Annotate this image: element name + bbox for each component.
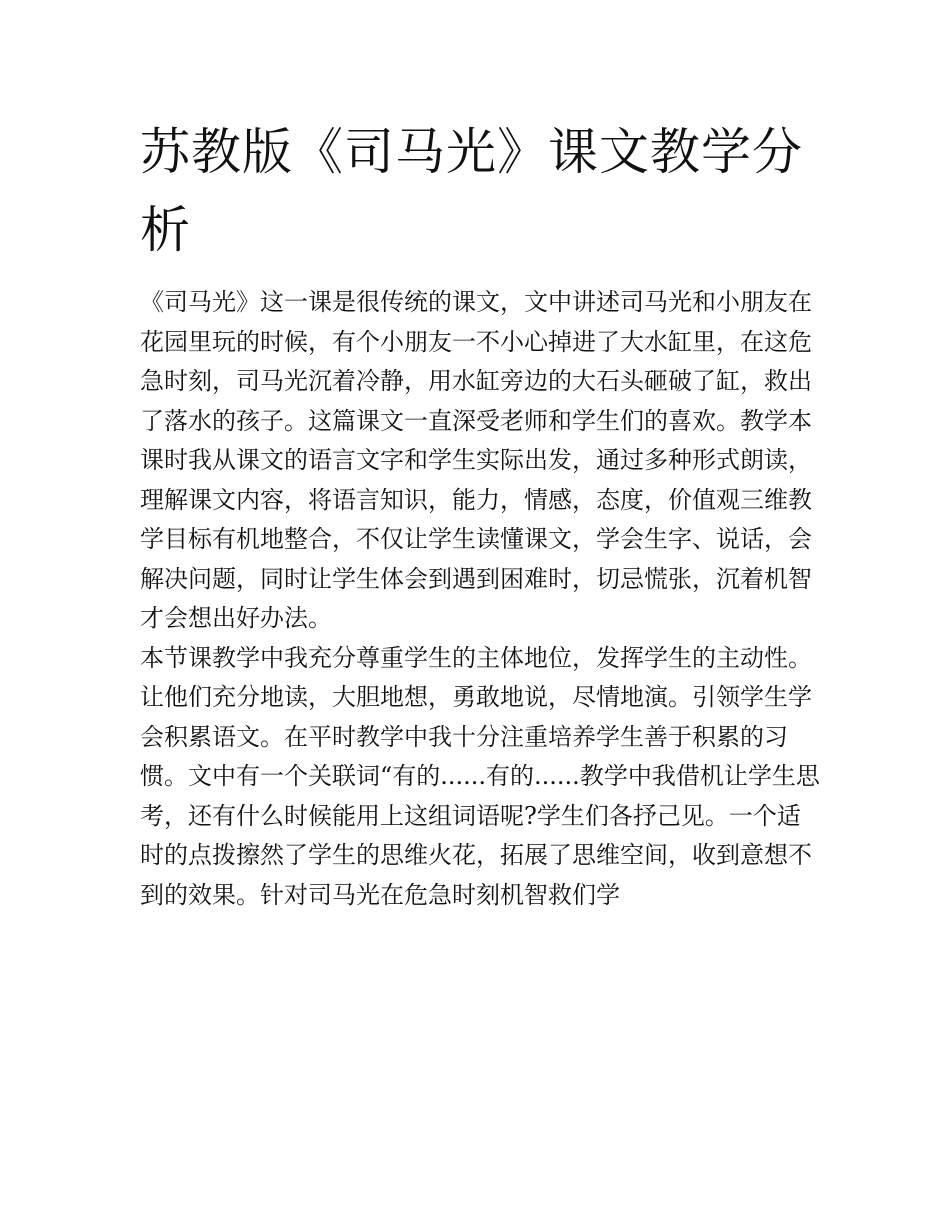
paragraph-2: 本节课教学中我充分尊重学生的主体地位，发挥学生的主动性。让他们充分地读，大胆地想，勇敢地说，尽情地演。引领学生学会积累语文。在平时教学中我十分注重培养学生善于积累的习惯。文中有一个关联词“有的......有的......教学中我借机让学生思考，还有什么时候能用上这组词语呢?学生们各抒己见。一个适时的点拨擦然了学生的思维火花，拓展了思维空间，收到意想不到的效果。针对司马光在危急时刻机智救们学 [140,643,820,909]
paragraph-1: 《司马光》这一课是很传统的课文，文中讲述司马光和小朋友在花园里玩的时候，有个小朋友一不小心掉进了大水缸里，在这危急时刻，司马光沉着冷静，用水缸旁边的大石头砸破了缸，救出了落水的孩子。这篇课文一直深受老师和学生们的喜欢。教学本课时我从课文的语言文字和学生实际出发，通过多种形式朗读，理解课文内容，将语言知识，能力，情感，态度，价值观三维教学目标有机地整合，不仅让学生读懂课文，学会生字、说话，会解决问题，同时让学生体会到遇到困难时，切忌慌张，沉着机智才会想出好办法。 [140,288,812,632]
document-body [140,283,820,915]
document-title: 苏教版《司马光》课文教学分析 [140,123,803,259]
